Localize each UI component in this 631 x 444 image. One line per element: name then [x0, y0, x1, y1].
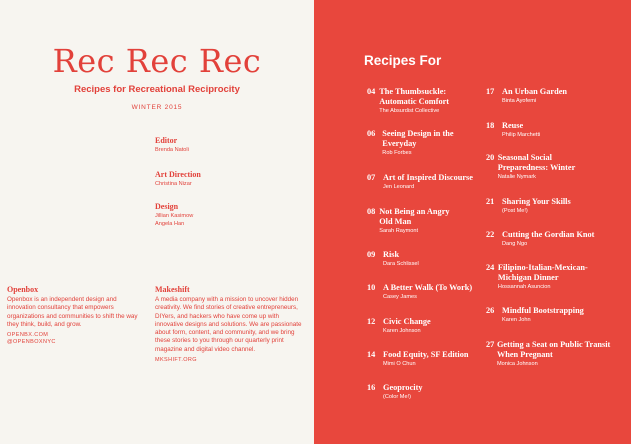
credit-role: Editor	[155, 136, 178, 145]
recipe-title: A Better Walk (To Work)	[383, 283, 473, 292]
recipe-author: Karen Johnson	[383, 328, 421, 334]
toc-entry[interactable]	[486, 87, 614, 106]
page-number: 17	[486, 87, 495, 96]
recipe-title: Art of Inspired Discourse	[383, 173, 473, 182]
toc-entry[interactable]	[486, 340, 614, 369]
credit-name: Jillian Kasimow	[155, 213, 194, 219]
page-number: 14	[367, 350, 376, 359]
recipe-title: Seasonal Social Preparedness: Winter	[497, 153, 576, 172]
page-number: 16	[367, 383, 376, 392]
recipe-author: Jen Leonard	[383, 184, 415, 190]
recipe-author: Casey James	[383, 294, 417, 300]
openbox-social-link[interactable]: @OPENBOXNYC	[7, 339, 56, 346]
page-number: 20	[486, 153, 495, 162]
recipe-title: Risk	[383, 250, 400, 259]
recipe-author: (Color Me!)	[383, 394, 411, 400]
toc-entry[interactable]	[486, 121, 614, 140]
recipe-title: Geoprocity	[383, 383, 423, 392]
recipe-title: The Thumbsuckle: Automatic Comfort	[379, 87, 450, 106]
recipe-author: Hossannah Asuncion	[497, 284, 551, 290]
toc-entry[interactable]	[486, 306, 614, 325]
page-number: 22	[486, 230, 495, 239]
toc-heading: Recipes For	[364, 53, 442, 68]
page-number: 24	[486, 263, 495, 272]
recipe-title: Cutting the Gordian Knot	[502, 230, 595, 239]
toc-entry[interactable]	[367, 283, 485, 302]
recipe-author: Monica Johnson	[496, 361, 538, 367]
toc-entry[interactable]	[367, 207, 459, 236]
recipe-author: Natalie Nymark	[497, 174, 536, 180]
recipe-author: Mimi O Chun	[383, 361, 416, 367]
recipe-title: An Urban Garden	[502, 87, 568, 96]
recipe-title: Reuse	[502, 121, 524, 130]
recipe-title: Sharing Your Skills	[502, 197, 571, 206]
recipe-title: Not Being an Angry Old Man	[379, 207, 450, 226]
page-number: 10	[367, 283, 376, 292]
page-number: 06	[367, 129, 376, 138]
credit-design	[155, 202, 193, 228]
recipe-author: Karen John	[502, 317, 531, 323]
openbox-block	[7, 285, 142, 346]
openbox-body: Openbox is an independent design and innovation consultancy that empowers organizations and communities to shift the way they think, build, and grow.	[7, 296, 138, 328]
openbox-website-link[interactable]: OPENBX.COM	[7, 332, 49, 339]
toc-entry[interactable]	[367, 173, 485, 192]
toc-entry[interactable]	[367, 250, 485, 269]
toc-entry[interactable]	[367, 317, 485, 336]
page-number: 08	[367, 207, 376, 216]
recipe-author: Dang Ngo	[502, 241, 528, 247]
page-number: 04	[367, 87, 376, 96]
recipe-title: Seeing Design in the Everyday	[382, 129, 454, 148]
magazine-subtitle: Recipes for Recreational Reciprocity	[74, 84, 240, 95]
credit-name: Brenda Natoli	[155, 147, 189, 153]
page-number: 09	[367, 250, 376, 259]
credit-name: Christina Nizar	[155, 181, 192, 187]
page-number: 07	[367, 173, 376, 182]
page-number: 27	[486, 340, 495, 349]
toc-entry[interactable]	[367, 383, 485, 402]
recipe-author: Dara Schlissel	[383, 261, 419, 267]
recipe-author: Philip Marchetti	[502, 132, 541, 138]
recipe-author: Sarah Raymont	[379, 228, 419, 234]
makeshift-body: A media company with a mission to uncover hidden creativity. We find stories of creative entrepreneurs, DIYers, and hackers who have come up with innovative designs and solutions. We are passionate about form, content, and community, and we bring these stories to you through our quarterly print magazine and digital video channel.	[155, 296, 302, 353]
page-number: 12	[367, 317, 376, 326]
page-number: 26	[486, 306, 495, 315]
credit-role: Art Direction	[155, 170, 201, 179]
recipe-author: (Post Me!)	[502, 208, 528, 214]
makeshift-website-link[interactable]: MKSHIFT.ORG	[155, 357, 197, 364]
right-page	[314, 0, 631, 444]
recipe-title: Getting a Seat on Public Transit When Pregnant	[496, 340, 611, 359]
recipe-author: The Absurdist Collective	[379, 108, 440, 114]
openbox-heading: Openbox	[7, 285, 39, 294]
credit-art-direction	[155, 170, 201, 188]
page-number: 18	[486, 121, 495, 130]
page-number: 21	[486, 197, 495, 206]
toc-entry[interactable]	[486, 153, 596, 182]
credit-name: Angela Han	[155, 221, 185, 227]
toc-entry[interactable]	[486, 230, 614, 249]
edition-label: WINTER 2015	[131, 104, 183, 111]
credit-role: Design	[155, 202, 179, 211]
recipe-author: Rob Forbes	[382, 150, 412, 156]
toc-entry[interactable]	[486, 263, 610, 292]
toc-entry[interactable]	[486, 197, 614, 216]
toc-entry[interactable]	[367, 129, 485, 158]
left-page	[0, 0, 314, 444]
makeshift-heading: Makeshift	[155, 285, 190, 294]
recipe-author: Binta Ayofemi	[502, 98, 537, 104]
toc-entry[interactable]	[367, 350, 485, 369]
recipe-title: Mindful Bootstrapping	[502, 306, 584, 315]
makeshift-block	[155, 285, 303, 364]
recipe-title: Civic Change	[383, 317, 431, 326]
toc-entry[interactable]	[367, 87, 485, 116]
recipe-title: Food Equity, SF Edition	[383, 350, 469, 359]
credit-editor	[155, 136, 189, 154]
magazine-title: Rec Rec Rec	[52, 42, 262, 80]
recipe-title: Filipino-Italian-Mexican-Michigan Dinner	[497, 263, 588, 282]
